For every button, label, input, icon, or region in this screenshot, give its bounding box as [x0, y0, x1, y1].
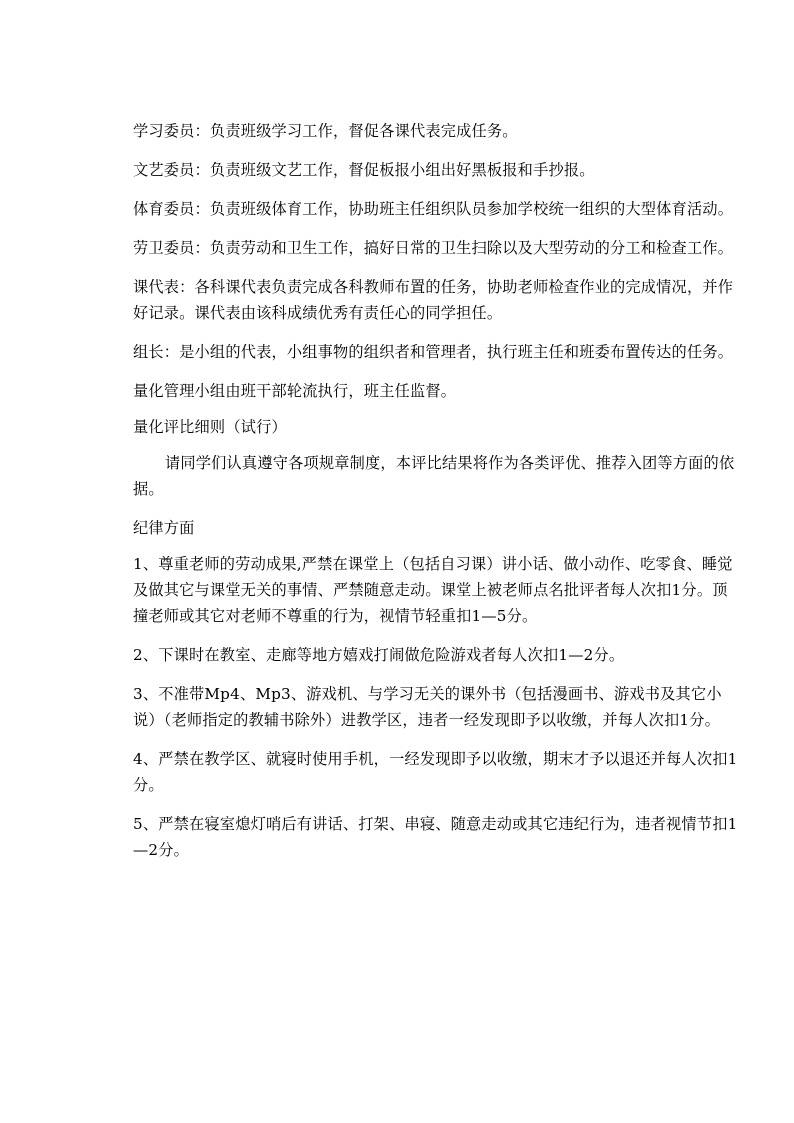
- paragraph-course-representative: 课代表：各科课代表负责完成各科教师布置的任务，协助老师检查作业的完成情况，并作好记录。课代表由该科成绩优秀有责任心的同学担任。: [133, 278, 734, 322]
- paragraph-evaluation-intro: 请同学们认真遵守各项规章制度，本评比结果将作为各类评优、推荐入团等方面的依据。: [133, 454, 735, 498]
- paragraph-group-leader: 组长：是小组的代表，小组事物的组织者和管理者，执行班主任和班委布置传达的任务。: [133, 343, 734, 361]
- paragraph-quantified-management: 量化管理小组由班干部轮流执行，班主任监督。: [133, 382, 457, 400]
- paragraph-sports-committee: 体育委员：负责班级体育工作，协助班主任组织队员参加学校统一组织的大型体育活动。: [133, 200, 734, 218]
- rule-item-4: 4、严禁在教学区、就寝时使用手机，一经发现即予以收缴，期末才予以退还并每人次扣1分。: [133, 750, 738, 794]
- paragraph-study-committee: 学习委员：负责班级学习工作，督促各课代表完成任务。: [133, 122, 518, 140]
- rule-item-2: 2、下课时在教室、走廊等地方嬉戏打闹做危险游戏者每人次扣1—2分。: [133, 646, 625, 664]
- section-heading-evaluation-rules: 量化评比细则（试行）: [133, 418, 287, 436]
- rule-item-5: 5、严禁在寝室熄灯哨后有讲话、打架、串寝、随意走动或其它违纪行为，违者视情节扣1—2分。: [133, 815, 738, 859]
- rule-item-3: 3、不准带Mp4、Mp3、游戏机、与学习无关的课外书（包括漫画书、游戏书及其它小说）（老师指定的教辅书除外）进教学区，违者一经发现即予以收缴，并每人次扣1分。: [133, 685, 722, 729]
- section-heading-discipline: 纪律方面: [133, 519, 195, 537]
- paragraph-arts-committee: 文艺委员：负责班级文艺工作，督促板报小组出好黑板报和手抄报。: [133, 161, 595, 179]
- document-body: [133, 118, 741, 876]
- rule-item-1: 1、尊重老师的劳动成果,严禁在课堂上（包括自习课）讲小话、做小动作、吃零食、睡觉及做其它与课堂无关的事情、严禁随意走动。课堂上被老师点名批评者每人次扣1分。顶撞老师或其它对老师不尊重的行为，视情节轻重扣1—5分。: [133, 555, 733, 625]
- paragraph-labor-committee: 劳卫委员：负责劳动和卫生工作，搞好日常的卫生扫除以及大型劳动的分工和检查工作。: [133, 239, 734, 257]
